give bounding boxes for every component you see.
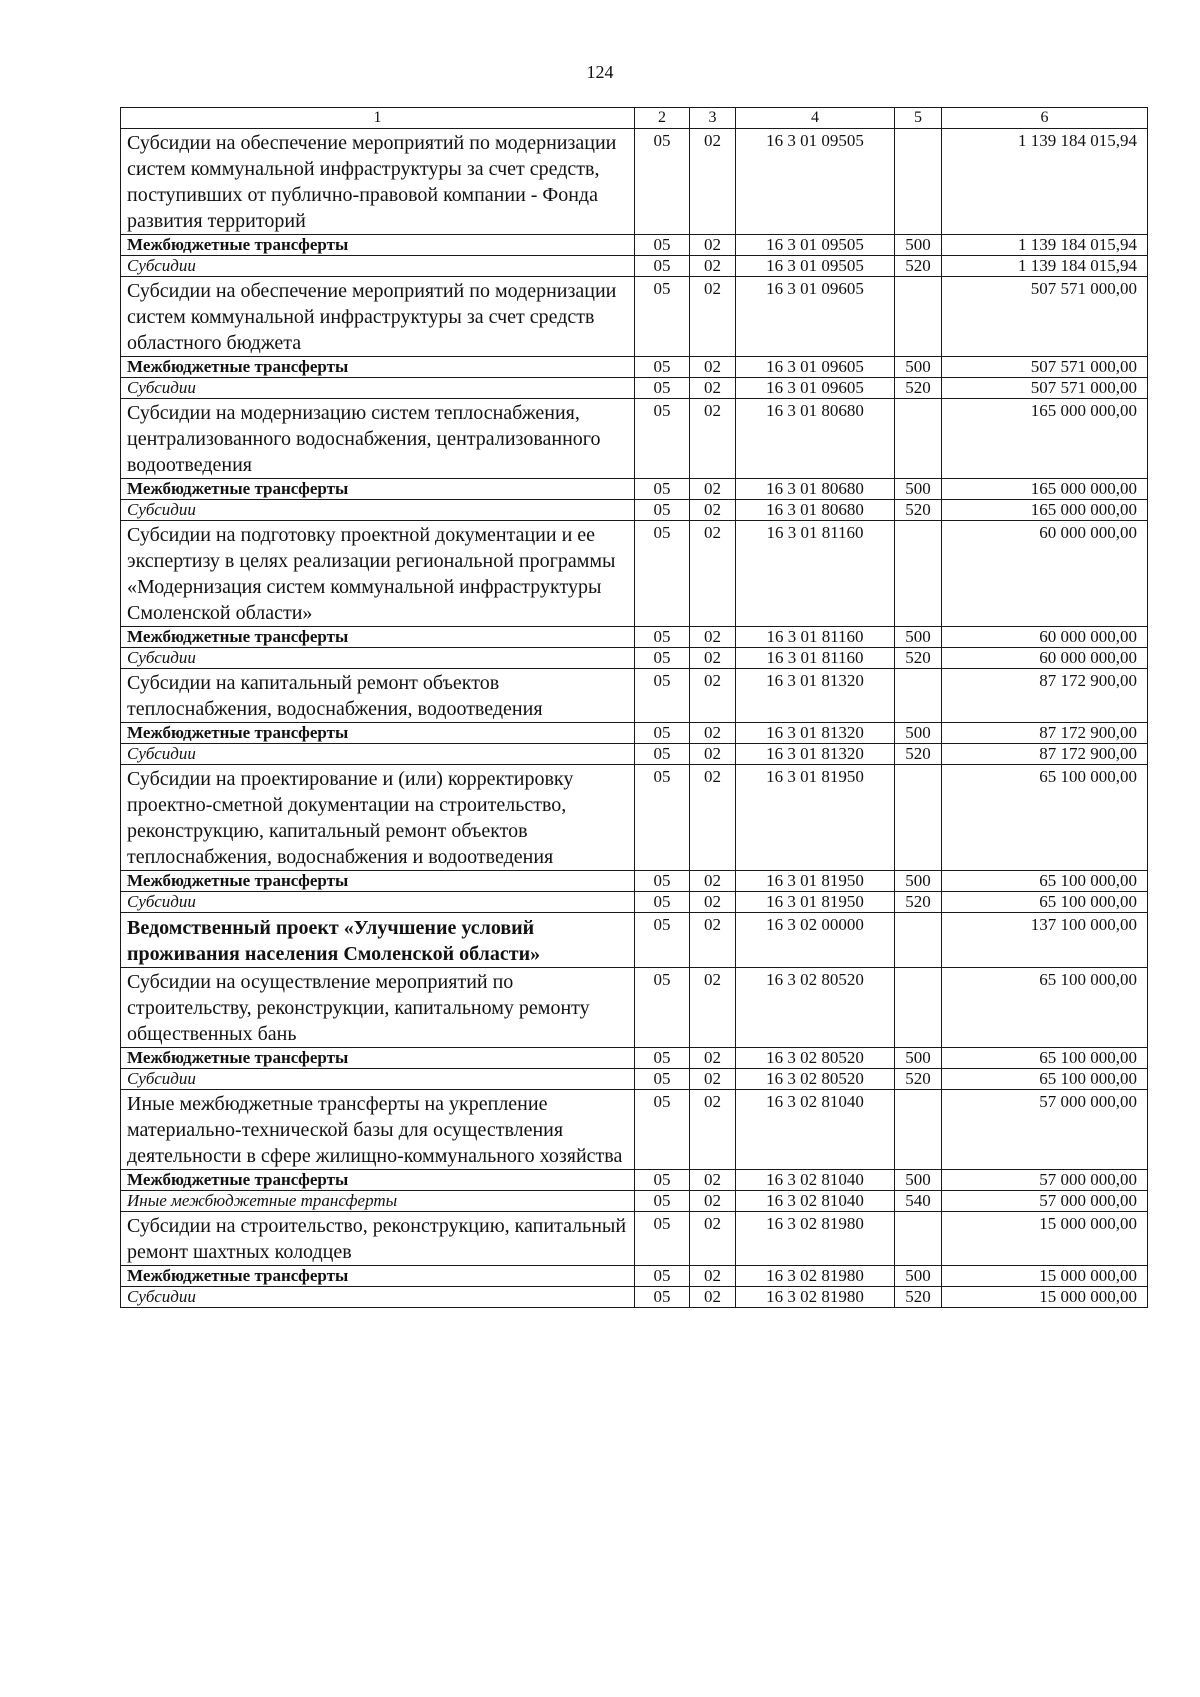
row-subsection-cell: 02	[690, 500, 736, 521]
header-col-3: 3	[690, 108, 736, 129]
row-target-code-cell: 16 3 01 80680	[736, 479, 895, 500]
row-amount-cell: 137 100 000,00	[942, 913, 1148, 968]
row-expense-type-cell: 500	[895, 357, 942, 378]
table-row	[121, 627, 1148, 648]
row-target-code-cell: 16 3 02 81040	[736, 1170, 895, 1191]
row-target-code-cell: 16 3 02 81980	[736, 1287, 895, 1308]
row-target-code-cell: 16 3 02 81040	[736, 1090, 895, 1170]
row-target-code-cell: 16 3 02 81040	[736, 1191, 895, 1212]
row-section-cell: 05	[635, 669, 690, 723]
row-expense-type-cell	[895, 277, 942, 357]
row-name-cell: Межбюджетные трансферты	[121, 871, 635, 892]
row-section-cell: 05	[635, 277, 690, 357]
row-amount-cell: 60 000 000,00	[942, 627, 1148, 648]
row-section-cell: 05	[635, 521, 690, 627]
row-amount-cell: 15 000 000,00	[942, 1266, 1148, 1287]
row-subsection-cell: 02	[690, 1212, 736, 1266]
table-row	[121, 744, 1148, 765]
header-col-5: 5	[895, 108, 942, 129]
row-section-cell: 05	[635, 723, 690, 744]
row-subsection-cell: 02	[690, 378, 736, 399]
row-amount-cell: 507 571 000,00	[942, 357, 1148, 378]
row-section-cell: 05	[635, 357, 690, 378]
row-target-code-cell: 16 3 01 09505	[736, 235, 895, 256]
row-expense-type-cell: 520	[895, 1287, 942, 1308]
table-row	[121, 1048, 1148, 1069]
row-expense-type-cell	[895, 521, 942, 627]
table-row	[121, 1069, 1148, 1090]
row-target-code-cell: 16 3 01 80680	[736, 399, 895, 479]
row-name-cell: Субсидии	[121, 378, 635, 399]
table-row	[121, 235, 1148, 256]
row-amount-cell: 15 000 000,00	[942, 1212, 1148, 1266]
row-expense-type-cell: 540	[895, 1191, 942, 1212]
table-row	[121, 871, 1148, 892]
row-name-cell: Субсидии на строительство, реконструкцию, капитальный ремонт шахтных колодцев	[121, 1212, 635, 1266]
row-amount-cell: 15 000 000,00	[942, 1287, 1148, 1308]
row-expense-type-cell: 520	[895, 256, 942, 277]
row-expense-type-cell: 520	[895, 500, 942, 521]
row-amount-cell: 65 100 000,00	[942, 765, 1148, 871]
row-name-cell: Субсидии на осуществление мероприятий по строительству, реконструкции, капитальному ремонту общественных бань	[121, 968, 635, 1048]
row-target-code-cell: 16 3 01 81950	[736, 892, 895, 913]
row-amount-cell: 65 100 000,00	[942, 968, 1148, 1048]
row-section-cell: 05	[635, 129, 690, 235]
row-target-code-cell: 16 3 01 81950	[736, 871, 895, 892]
row-target-code-cell: 16 3 02 80520	[736, 1069, 895, 1090]
row-subsection-cell: 02	[690, 892, 736, 913]
row-name-cell: Иные межбюджетные трансферты	[121, 1191, 635, 1212]
row-amount-cell: 165 000 000,00	[942, 399, 1148, 479]
row-name-cell: Субсидии на капитальный ремонт объектов теплоснабжения, водоснабжения, водоотведения	[121, 669, 635, 723]
header-col-1: 1	[121, 108, 635, 129]
row-amount-cell: 1 139 184 015,94	[942, 129, 1148, 235]
row-section-cell: 05	[635, 765, 690, 871]
row-name-cell: Межбюджетные трансферты	[121, 627, 635, 648]
row-name-cell: Межбюджетные трансферты	[121, 1048, 635, 1069]
row-name-cell: Субсидии	[121, 1069, 635, 1090]
row-target-code-cell: 16 3 02 00000	[736, 913, 895, 968]
row-amount-cell: 165 000 000,00	[942, 479, 1148, 500]
table-row	[121, 968, 1148, 1048]
row-amount-cell: 1 139 184 015,94	[942, 235, 1148, 256]
row-name-cell: Межбюджетные трансферты	[121, 357, 635, 378]
row-name-cell: Субсидии на обеспечение мероприятий по модернизации систем коммунальной инфраструктуры за счет средств областного бюджета	[121, 277, 635, 357]
row-amount-cell: 87 172 900,00	[942, 669, 1148, 723]
row-section-cell: 05	[635, 1212, 690, 1266]
row-section-cell: 05	[635, 744, 690, 765]
row-name-cell: Субсидии	[121, 256, 635, 277]
row-amount-cell: 1 139 184 015,94	[942, 256, 1148, 277]
row-section-cell: 05	[635, 913, 690, 968]
table-row	[121, 479, 1148, 500]
row-name-cell: Межбюджетные трансферты	[121, 1266, 635, 1287]
row-subsection-cell: 02	[690, 1048, 736, 1069]
table-row	[121, 1090, 1148, 1170]
row-target-code-cell: 16 3 01 09605	[736, 357, 895, 378]
row-subsection-cell: 02	[690, 521, 736, 627]
table-row	[121, 913, 1148, 968]
table-row	[121, 723, 1148, 744]
row-amount-cell: 507 571 000,00	[942, 277, 1148, 357]
table-row	[121, 648, 1148, 669]
table-row	[121, 892, 1148, 913]
row-amount-cell: 57 000 000,00	[942, 1090, 1148, 1170]
row-amount-cell: 507 571 000,00	[942, 378, 1148, 399]
table-row	[121, 378, 1148, 399]
row-expense-type-cell	[895, 1212, 942, 1266]
row-target-code-cell: 16 3 01 81320	[736, 723, 895, 744]
table-row	[121, 1266, 1148, 1287]
table-row	[121, 357, 1148, 378]
table-row	[121, 277, 1148, 357]
row-subsection-cell: 02	[690, 129, 736, 235]
row-section-cell: 05	[635, 479, 690, 500]
row-section-cell: 05	[635, 648, 690, 669]
row-expense-type-cell	[895, 968, 942, 1048]
row-name-cell: Межбюджетные трансферты	[121, 479, 635, 500]
row-expense-type-cell: 520	[895, 1069, 942, 1090]
row-name-cell: Субсидии	[121, 744, 635, 765]
table-row	[121, 1287, 1148, 1308]
row-target-code-cell: 16 3 02 80520	[736, 968, 895, 1048]
row-target-code-cell: 16 3 01 09605	[736, 277, 895, 357]
row-name-cell: Иные межбюджетные трансферты на укрепление материально-технической базы для осуществления деятельности в сфере жилищно-коммунального хозяйства	[121, 1090, 635, 1170]
row-target-code-cell: 16 3 02 80520	[736, 1048, 895, 1069]
row-expense-type-cell: 520	[895, 648, 942, 669]
row-name-cell: Межбюджетные трансферты	[121, 235, 635, 256]
row-expense-type-cell	[895, 669, 942, 723]
row-target-code-cell: 16 3 01 81160	[736, 648, 895, 669]
table-row	[121, 1170, 1148, 1191]
row-section-cell: 05	[635, 627, 690, 648]
row-name-cell: Субсидии на модернизацию систем теплоснабжения, централизованного водоснабжения, централизованного водоотведения	[121, 399, 635, 479]
table-body	[121, 129, 1148, 1308]
row-target-code-cell: 16 3 01 81160	[736, 521, 895, 627]
row-target-code-cell: 16 3 01 09605	[736, 378, 895, 399]
row-name-cell: Субсидии	[121, 500, 635, 521]
row-section-cell: 05	[635, 235, 690, 256]
table-row	[121, 256, 1148, 277]
row-target-code-cell: 16 3 01 81950	[736, 765, 895, 871]
budget-table	[120, 107, 1148, 1308]
row-amount-cell: 65 100 000,00	[942, 871, 1148, 892]
row-subsection-cell: 02	[690, 913, 736, 968]
row-subsection-cell: 02	[690, 399, 736, 479]
row-subsection-cell: 02	[690, 765, 736, 871]
row-expense-type-cell: 500	[895, 871, 942, 892]
row-amount-cell: 57 000 000,00	[942, 1170, 1148, 1191]
header-col-4: 4	[736, 108, 895, 129]
row-expense-type-cell: 500	[895, 723, 942, 744]
row-subsection-cell: 02	[690, 744, 736, 765]
row-name-cell: Субсидии	[121, 648, 635, 669]
row-section-cell: 05	[635, 1090, 690, 1170]
row-target-code-cell: 16 3 01 81320	[736, 669, 895, 723]
row-section-cell: 05	[635, 968, 690, 1048]
row-subsection-cell: 02	[690, 1191, 736, 1212]
row-expense-type-cell	[895, 399, 942, 479]
row-subsection-cell: 02	[690, 1266, 736, 1287]
row-target-code-cell: 16 3 01 81160	[736, 627, 895, 648]
row-expense-type-cell: 520	[895, 892, 942, 913]
row-subsection-cell: 02	[690, 479, 736, 500]
row-section-cell: 05	[635, 378, 690, 399]
row-subsection-cell: 02	[690, 627, 736, 648]
row-expense-type-cell: 500	[895, 479, 942, 500]
row-section-cell: 05	[635, 1191, 690, 1212]
row-name-cell: Межбюджетные трансферты	[121, 1170, 635, 1191]
row-subsection-cell: 02	[690, 1069, 736, 1090]
row-section-cell: 05	[635, 1287, 690, 1308]
row-subsection-cell: 02	[690, 1090, 736, 1170]
row-expense-type-cell	[895, 129, 942, 235]
row-amount-cell: 165 000 000,00	[942, 500, 1148, 521]
row-name-cell: Субсидии	[121, 892, 635, 913]
row-target-code-cell: 16 3 01 80680	[736, 500, 895, 521]
row-subsection-cell: 02	[690, 256, 736, 277]
row-expense-type-cell: 500	[895, 235, 942, 256]
row-target-code-cell: 16 3 01 09505	[736, 256, 895, 277]
row-subsection-cell: 02	[690, 235, 736, 256]
row-name-cell: Субсидии	[121, 1287, 635, 1308]
row-name-cell: Субсидии на обеспечение мероприятий по модернизации систем коммунальной инфраструктуры за счет средств, поступивших от публично-правовой компании - Фонда развития территорий	[121, 129, 635, 235]
row-expense-type-cell	[895, 913, 942, 968]
row-target-code-cell: 16 3 02 81980	[736, 1212, 895, 1266]
row-target-code-cell: 16 3 01 09505	[736, 129, 895, 235]
row-subsection-cell: 02	[690, 1170, 736, 1191]
row-section-cell: 05	[635, 399, 690, 479]
table-header-row	[121, 108, 1148, 129]
row-name-cell: Ведомственный проект «Улучшение условий проживания населения Смоленской области»	[121, 913, 635, 968]
row-subsection-cell: 02	[690, 968, 736, 1048]
page-number: 124	[586, 62, 614, 82]
row-subsection-cell: 02	[690, 871, 736, 892]
row-expense-type-cell: 520	[895, 378, 942, 399]
row-subsection-cell: 02	[690, 669, 736, 723]
row-subsection-cell: 02	[690, 357, 736, 378]
row-subsection-cell: 02	[690, 723, 736, 744]
row-amount-cell: 57 000 000,00	[942, 1191, 1148, 1212]
row-name-cell: Субсидии на проектирование и (или) корректировку проектно-сметной документации на строительство, реконструкцию, капитальный ремонт объектов теплоснабжения, водоснабжения и водоотведения	[121, 765, 635, 871]
row-section-cell: 05	[635, 1048, 690, 1069]
row-amount-cell: 65 100 000,00	[942, 1048, 1148, 1069]
row-section-cell: 05	[635, 1170, 690, 1191]
row-subsection-cell: 02	[690, 277, 736, 357]
row-expense-type-cell: 500	[895, 627, 942, 648]
row-section-cell: 05	[635, 1069, 690, 1090]
row-amount-cell: 60 000 000,00	[942, 521, 1148, 627]
table-row	[121, 1191, 1148, 1212]
table-row	[121, 521, 1148, 627]
row-expense-type-cell: 500	[895, 1266, 942, 1287]
row-target-code-cell: 16 3 01 81320	[736, 744, 895, 765]
row-section-cell: 05	[635, 892, 690, 913]
row-expense-type-cell	[895, 765, 942, 871]
row-amount-cell: 87 172 900,00	[942, 723, 1148, 744]
table-row	[121, 765, 1148, 871]
row-amount-cell: 65 100 000,00	[942, 1069, 1148, 1090]
row-expense-type-cell: 500	[895, 1048, 942, 1069]
header-col-6: 6	[942, 108, 1148, 129]
row-section-cell: 05	[635, 871, 690, 892]
row-subsection-cell: 02	[690, 648, 736, 669]
row-expense-type-cell	[895, 1090, 942, 1170]
row-expense-type-cell: 520	[895, 744, 942, 765]
table-row	[121, 399, 1148, 479]
row-section-cell: 05	[635, 256, 690, 277]
row-section-cell: 05	[635, 500, 690, 521]
row-name-cell: Межбюджетные трансферты	[121, 723, 635, 744]
row-section-cell: 05	[635, 1266, 690, 1287]
row-amount-cell: 65 100 000,00	[942, 892, 1148, 913]
table-row	[121, 129, 1148, 235]
row-expense-type-cell: 500	[895, 1170, 942, 1191]
row-subsection-cell: 02	[690, 1287, 736, 1308]
row-name-cell: Субсидии на подготовку проектной документации и ее экспертизу в целях реализации региональной программы «Модернизация систем коммунальной инфраструктуры Смоленской области»	[121, 521, 635, 627]
header-col-2: 2	[635, 108, 690, 129]
row-amount-cell: 60 000 000,00	[942, 648, 1148, 669]
row-amount-cell: 87 172 900,00	[942, 744, 1148, 765]
table-row	[121, 669, 1148, 723]
table-row	[121, 500, 1148, 521]
table-row	[121, 1212, 1148, 1266]
row-target-code-cell: 16 3 02 81980	[736, 1266, 895, 1287]
